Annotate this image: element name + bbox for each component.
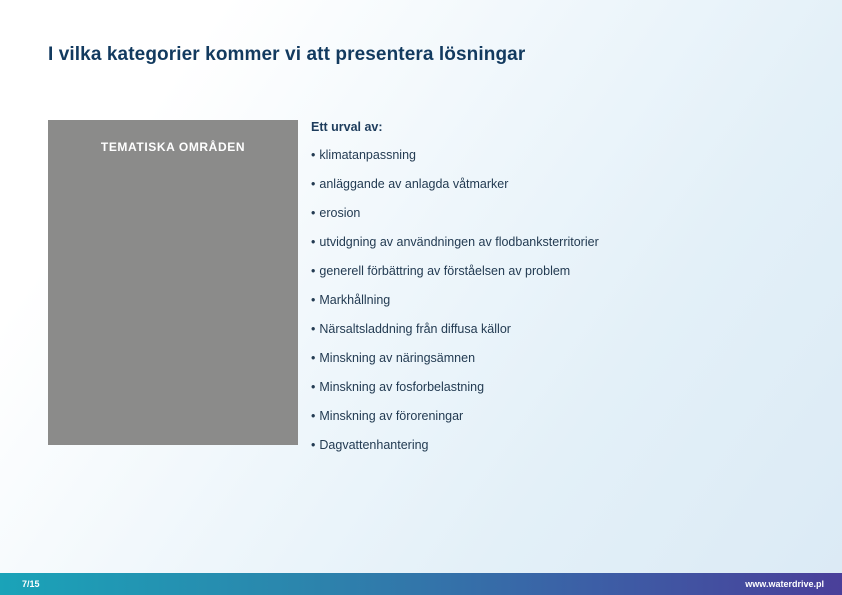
bullet-icon: • bbox=[311, 351, 316, 365]
bullet-icon: • bbox=[311, 380, 316, 394]
bullet-icon: • bbox=[311, 409, 316, 423]
bullet-icon: • bbox=[311, 322, 316, 336]
slide-footer bbox=[0, 573, 842, 595]
list-item-label: klimatanpassning bbox=[319, 148, 416, 162]
list-item-label: anläggande av anlagda våtmarker bbox=[319, 177, 509, 191]
content-heading: Ett urval av: bbox=[311, 120, 383, 134]
list-item bbox=[311, 322, 791, 337]
bullet-icon: • bbox=[311, 148, 316, 162]
list-item bbox=[311, 380, 791, 395]
list-item-label: utvidgning av användningen av flodbanksterritorier bbox=[319, 235, 599, 249]
thematic-areas-panel bbox=[48, 120, 298, 445]
bullet-icon: • bbox=[311, 177, 316, 191]
list-item-label: Minskning av fosforbelastning bbox=[319, 380, 485, 394]
list-item bbox=[311, 409, 791, 424]
footer-website: www.waterdrive.pl bbox=[745, 579, 824, 589]
bullet-icon: • bbox=[311, 235, 316, 249]
thematic-areas-label: TEMATISKA OMRÅDEN bbox=[100, 140, 246, 154]
list-item-label: erosion bbox=[319, 206, 361, 220]
bullet-icon: • bbox=[311, 293, 316, 307]
list-item bbox=[311, 206, 791, 221]
list-item-label: generell förbättring av förståelsen av problem bbox=[319, 264, 571, 278]
list-item-label: Minskning av näringsämnen bbox=[319, 351, 476, 365]
bullet-icon: • bbox=[311, 438, 316, 452]
list-item-label: Dagvattenhantering bbox=[319, 438, 429, 452]
list-item bbox=[311, 148, 791, 163]
content-column bbox=[311, 120, 791, 467]
bullet-icon: • bbox=[311, 264, 316, 278]
list-item bbox=[311, 351, 791, 366]
list-item-label: Närsaltsladdning från diffusa källor bbox=[319, 322, 511, 336]
list-item bbox=[311, 293, 791, 308]
list-item-label: Minskning av föroreningar bbox=[319, 409, 464, 423]
list-item bbox=[311, 438, 791, 453]
bullet-icon: • bbox=[311, 206, 316, 220]
list-item bbox=[311, 264, 791, 279]
page-title: I vilka kategorier kommer vi att presentera lösningar bbox=[48, 44, 526, 65]
list-item bbox=[311, 235, 791, 250]
page-number: 7/15 bbox=[22, 579, 40, 589]
list-item bbox=[311, 177, 791, 192]
list-item-label: Markhållning bbox=[319, 293, 391, 307]
